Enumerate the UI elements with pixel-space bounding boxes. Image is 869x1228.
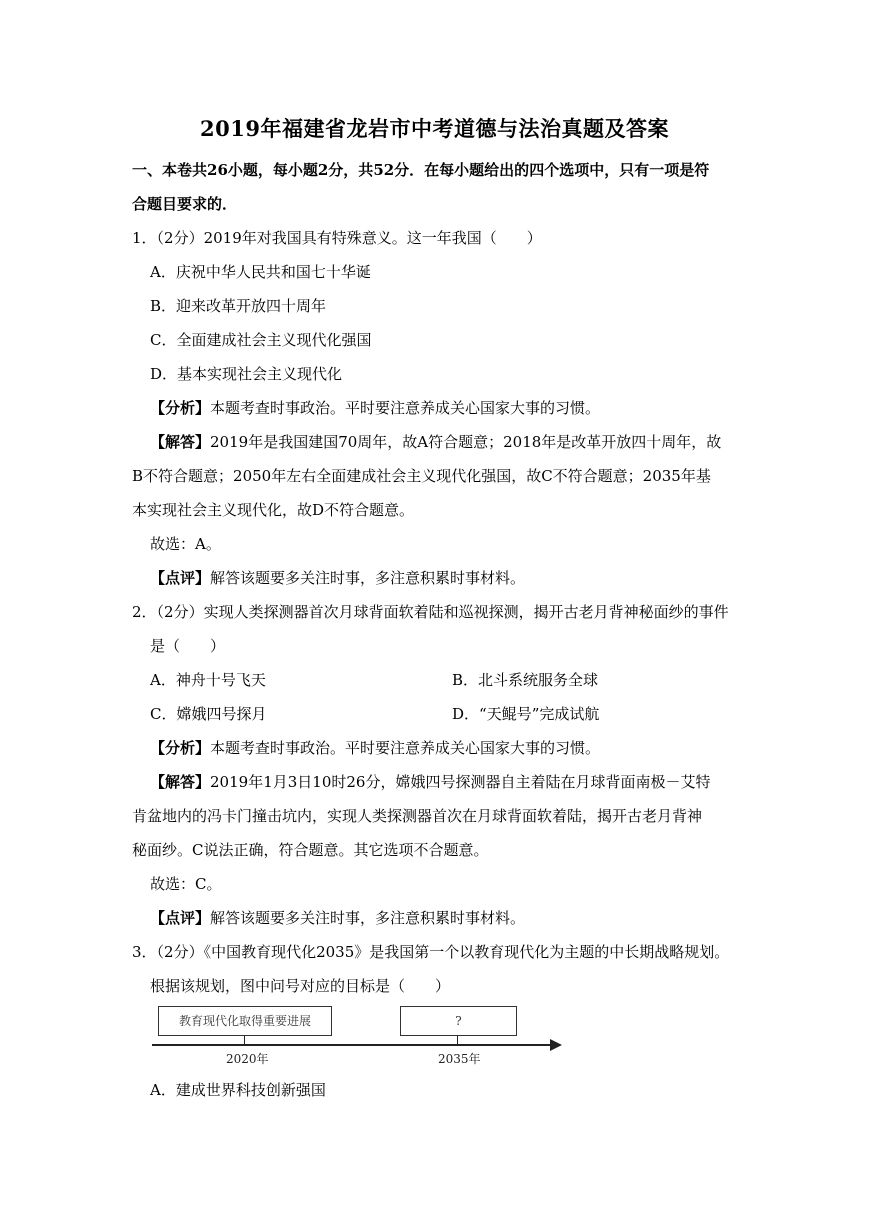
section-instruction-line-1: 一、本卷共26小题，每小题2分，共52分．在每小题给出的四个选项中，只有一项是符 (132, 161, 710, 179)
analysis-tag: 【分析】 (150, 399, 211, 417)
comment-tag: 【点评】 (150, 569, 211, 587)
timeline-arrow-icon (550, 1039, 562, 1051)
comment-tag: 【点评】 (150, 909, 211, 927)
q1-answer-line-2: B不符合题意；2050年左右全面建成社会主义现代化强国，故C不符合题意；2035年基 (132, 467, 711, 485)
q2-analysis (150, 738, 600, 758)
answer-text: 2019年是我国建国70周年，故A符合题意；2018年是改革开放四十周年，故 (210, 433, 722, 451)
timeline-year-2035: 2035年 (438, 1052, 481, 1066)
timeline-box-2020: 教育现代化取得重要进展 (158, 1006, 332, 1036)
q1-choice: 故选：A。 (150, 535, 221, 553)
q2-option-d: D．“天鲲号”完成试航 (452, 705, 600, 723)
q1-option-d: D．基本实现社会主义现代化 (150, 365, 343, 383)
section-instruction-line-2: 合题目要求的． (132, 195, 238, 213)
q2-answer-line-1 (150, 772, 710, 792)
q3-option-a: A．建成世界科技创新强国 (150, 1081, 326, 1099)
q1-comment (150, 568, 525, 588)
q3-stem-line-1: 3．（2分）《中国教育现代化2035》是我国第一个以教育现代化为主题的中长期战略规划。 (132, 943, 730, 961)
timeline-year-2020: 2020年 (226, 1052, 269, 1066)
analysis-tag: 【分析】 (150, 739, 211, 757)
timeline-axis (152, 1044, 552, 1046)
q2-stem-line-2: 是（ ） (150, 637, 226, 655)
q2-stem-line-1: 2．（2分）实现人类探测器首次月球背面软着陆和巡视探测，揭开古老月背神秘面纱的事件 (132, 603, 729, 621)
q2-option-c: C．嫦娥四号探月 (150, 705, 267, 723)
answer-tag: 【解答】 (150, 773, 211, 791)
page-title: 2019年福建省龙岩市中考道德与法治真题及答案 (200, 116, 669, 141)
answer-tag: 【解答】 (150, 433, 211, 451)
q2-answer-line-3: 秘面纱。C说法正确，符合题意。其它选项不合题意。 (132, 841, 489, 859)
q2-answer-line-2: 肯盆地内的冯卡门撞击坑内，实现人类探测器首次在月球背面软着陆，揭开古老月背神 (132, 807, 703, 825)
q1-option-c: C．全面建成社会主义现代化强国 (150, 331, 372, 349)
q1-answer-line-3: 本实现社会主义现代化，故D不符合题意。 (132, 501, 415, 519)
q2-option-a: A．神舟十号飞天 (150, 671, 266, 689)
answer-text: 2019年1月3日10时26分，嫦娥四号探测器自主着陆在月球背面南极－艾特 (210, 773, 711, 791)
timeline-figure (150, 1000, 570, 1075)
q2-choice: 故选：C。 (150, 875, 222, 893)
comment-text: 解答该题要多关注时事，多注意积累时事材料。 (210, 569, 526, 587)
q1-answer-line-1 (150, 432, 721, 452)
q1-stem: 1．（2分）2019年对我国具有特殊意义。这一年我国（ ） (132, 229, 542, 247)
q2-option-b: B．北斗系统服务全球 (452, 671, 599, 689)
q1-option-a: A．庆祝中华人民共和国七十华诞 (150, 263, 371, 281)
timeline-box-2035: ? (400, 1006, 517, 1036)
comment-text: 解答该题要多关注时事，多注意积累时事材料。 (210, 909, 526, 927)
analysis-text: 本题考查时事政治。平时要注意养成关心国家大事的习惯。 (210, 739, 601, 757)
analysis-text: 本题考查时事政治。平时要注意养成关心国家大事的习惯。 (210, 399, 601, 417)
q3-stem-line-2: 根据该规划，图中问号对应的目标是（ ） (150, 977, 451, 995)
q2-comment (150, 908, 525, 928)
q1-option-b: B．迎来改革开放四十周年 (150, 297, 327, 315)
q1-analysis (150, 398, 600, 418)
